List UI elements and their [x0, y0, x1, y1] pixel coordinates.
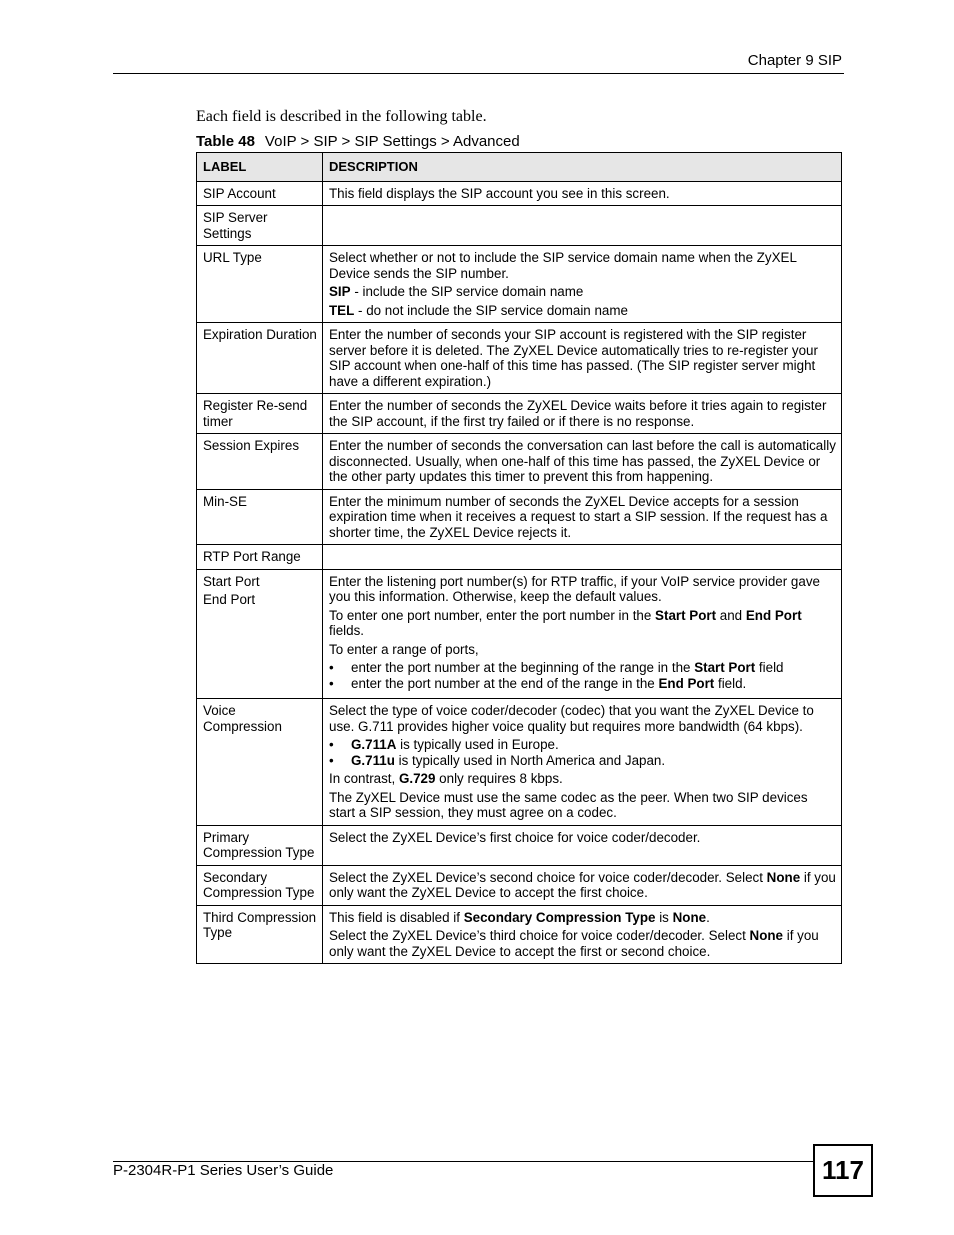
table-row	[197, 699, 842, 826]
table-row	[197, 434, 842, 490]
row-description: Select whether or not to include the SIP service domain name when the ZyXEL Device sends the SIP number. SIP - include the SIP service domain name TEL - do not include the SIP service domain name	[323, 246, 842, 323]
guide-title: P-2304R-P1 Series User’s Guide	[113, 1162, 334, 1179]
header-description: DESCRIPTION	[323, 153, 842, 182]
header-label: LABEL	[197, 153, 323, 182]
row-description: Enter the number of seconds the ZyXEL Device waits before it tries again to register the SIP account, if the first try failed or if there is no response.	[323, 394, 842, 434]
row-description: Select the type of voice coder/decoder (codec) that you want the ZyXEL Device to use. G.711 provides higher voice quality but requires more bandwidth (64 kbps). • G.711A is typically used in Europe. • G.711u is typically used in North America and Japan. In contrast, G.729 only requires 8 kbps. The ZyXEL Device must use the same codec as the peer. When two SIP devices start a SIP session, they must agree on a codec.	[323, 699, 842, 826]
row-label: Start Port End Port	[197, 569, 323, 699]
row-label: Primary Compression Type	[197, 825, 323, 865]
row-label: SIP Account	[197, 181, 323, 206]
row-label: RTP Port Range	[197, 545, 323, 570]
row-label: Secondary Compression Type	[197, 865, 323, 905]
row-description: Enter the minimum number of seconds the ZyXEL Device accepts for a session expiration time when it receives a request to start a SIP session. If the request has a shorter time, the ZyXEL Device rejects it.	[323, 489, 842, 545]
row-label: Register Re-send timer	[197, 394, 323, 434]
bullet-list	[329, 660, 836, 691]
table-row	[197, 206, 842, 246]
row-label: SIP Server Settings	[197, 206, 323, 246]
table-row	[197, 825, 842, 865]
row-description: This field is disabled if Secondary Compression Type is None. Select the ZyXEL Device’s third choice for voice coder/decoder. Select None if you only want the ZyXEL Device to accept the first or second choice.	[323, 905, 842, 964]
table-title: VoIP > SIP > SIP Settings > Advanced	[264, 133, 520, 150]
table-row	[197, 545, 842, 570]
list-item: • enter the port number at the beginning of the range in the Start Port field	[329, 660, 836, 676]
row-label: URL Type	[197, 246, 323, 323]
bullet-list	[329, 737, 836, 768]
table-row	[197, 323, 842, 394]
table-row	[197, 905, 842, 964]
row-description: Select the ZyXEL Device’s first choice for voice coder/decoder.	[323, 825, 842, 865]
row-description: Enter the number of seconds your SIP account is registered with the SIP register server before it is deleted. The ZyXEL Device automatically tries to re-register your SIP account when one-half of this time has passed. (The SIP register server might have a different expiration.)	[323, 323, 842, 394]
row-description	[323, 545, 842, 570]
row-description: Select the ZyXEL Device’s second choice for voice coder/decoder. Select None if you only want the ZyXEL Device to accept the first choice.	[323, 865, 842, 905]
list-item: • G.711A is typically used in Europe.	[329, 737, 836, 753]
row-description: Enter the number of seconds the conversation can last before the call is automatically disconnected. Usually, when one-half of this time has passed, the ZyXEL Device or the other party updates this timer to prevent this from happening.	[323, 434, 842, 490]
table-row	[197, 394, 842, 434]
row-description: This field displays the SIP account you see in this screen.	[323, 181, 842, 206]
row-label: Expiration Duration	[197, 323, 323, 394]
row-label: Voice Compression	[197, 699, 323, 826]
header-rule	[113, 73, 844, 74]
row-label: Third Compression Type	[197, 905, 323, 964]
row-description	[323, 206, 842, 246]
page-number: 117	[813, 1144, 873, 1197]
table-number: Table 48	[196, 133, 255, 150]
table-caption	[196, 133, 520, 150]
row-label: Min-SE	[197, 489, 323, 545]
intro-text: Each field is described in the following table.	[196, 108, 487, 125]
table-row	[197, 181, 842, 206]
row-label: Session Expires	[197, 434, 323, 490]
row-description: Enter the listening port number(s) for RTP traffic, if your VoIP service provider gave you this information. Otherwise, keep the default values. To enter one port number, enter the port number in the Start Port and End Port fields. To enter a range of ports, • enter the port number at the beginning of the range in the Start Port field • enter the port number at the end of the range in the End Port field.	[323, 569, 842, 699]
table-row	[197, 489, 842, 545]
table-row	[197, 246, 842, 323]
table-row	[197, 569, 842, 699]
table-header-row	[197, 153, 842, 182]
table-row	[197, 865, 842, 905]
list-item: • G.711u is typically used in North America and Japan.	[329, 753, 836, 769]
chapter-title: Chapter 9 SIP	[747, 52, 842, 69]
list-item: • enter the port number at the end of the range in the End Port field.	[329, 676, 836, 692]
field-table	[196, 152, 842, 964]
